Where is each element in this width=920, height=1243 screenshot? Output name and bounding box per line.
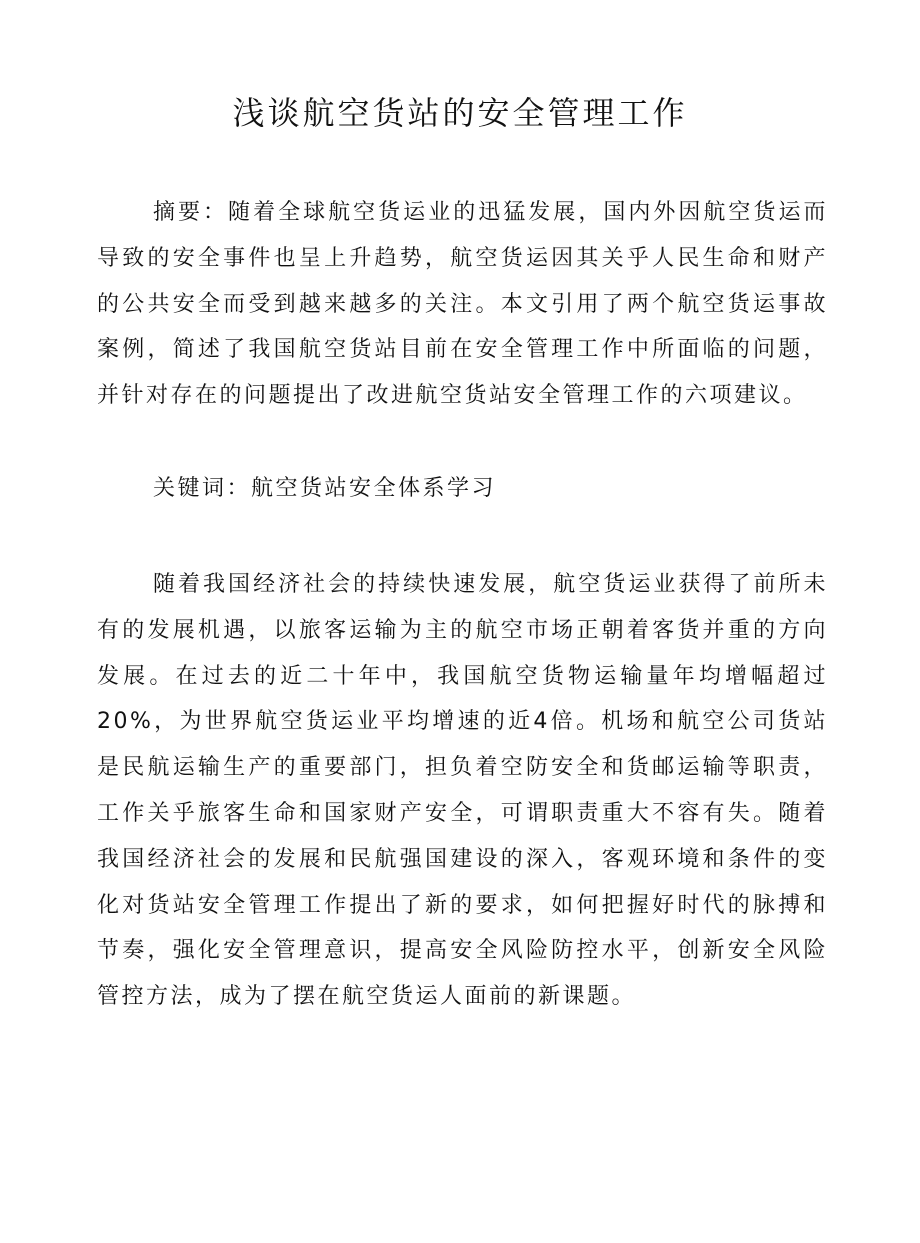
body-paragraph-1: 随着我国经济社会的持续快速发展，航空货运业获得了前所未有的发展机遇，以旅客运输为主的航空市场正朝着客货并重的方向发展。在过去的近二十年中，我国航空货物运输量年均增幅超过20%，为世界航空货运业平均增速的近4倍。机场和航空公司货站是民航运输生产的重要部门，担负着空防安全和货邮运输等职责，工作关乎旅客生命和国家财产安全，可谓职责重大不容有失。随着我国经济社会的发展和民航强国建设的深入，客观环境和条件的变化对货站安全管理工作提出了新的要求，如何把握好时代的脉搏和节奏，强化安全管理意识，提高安全风险防控水平，创新安全风险管控方法，成为了摆在航空货运人面前的新课题。 (97, 572, 828, 1010)
keywords-line: 关键词：航空货站安全体系学习 (153, 476, 497, 501)
document-title: 浅谈航空货站的安全管理工作 (232, 94, 688, 132)
abstract-paragraph: 摘要：随着全球航空货运业的迅猛发展，国内外因航空货运而导致的安全事件也呈上升趋势，航空货运因其关乎人民生命和财产的公共安全而受到越来越多的关注。本文引用了两个航空货运事故案例，简述了我国航空货站目前在安全管理工作中所面临的问题，并针对存在的问题提出了改进航空货站安全管理工作的六项建议。 (97, 200, 828, 409)
